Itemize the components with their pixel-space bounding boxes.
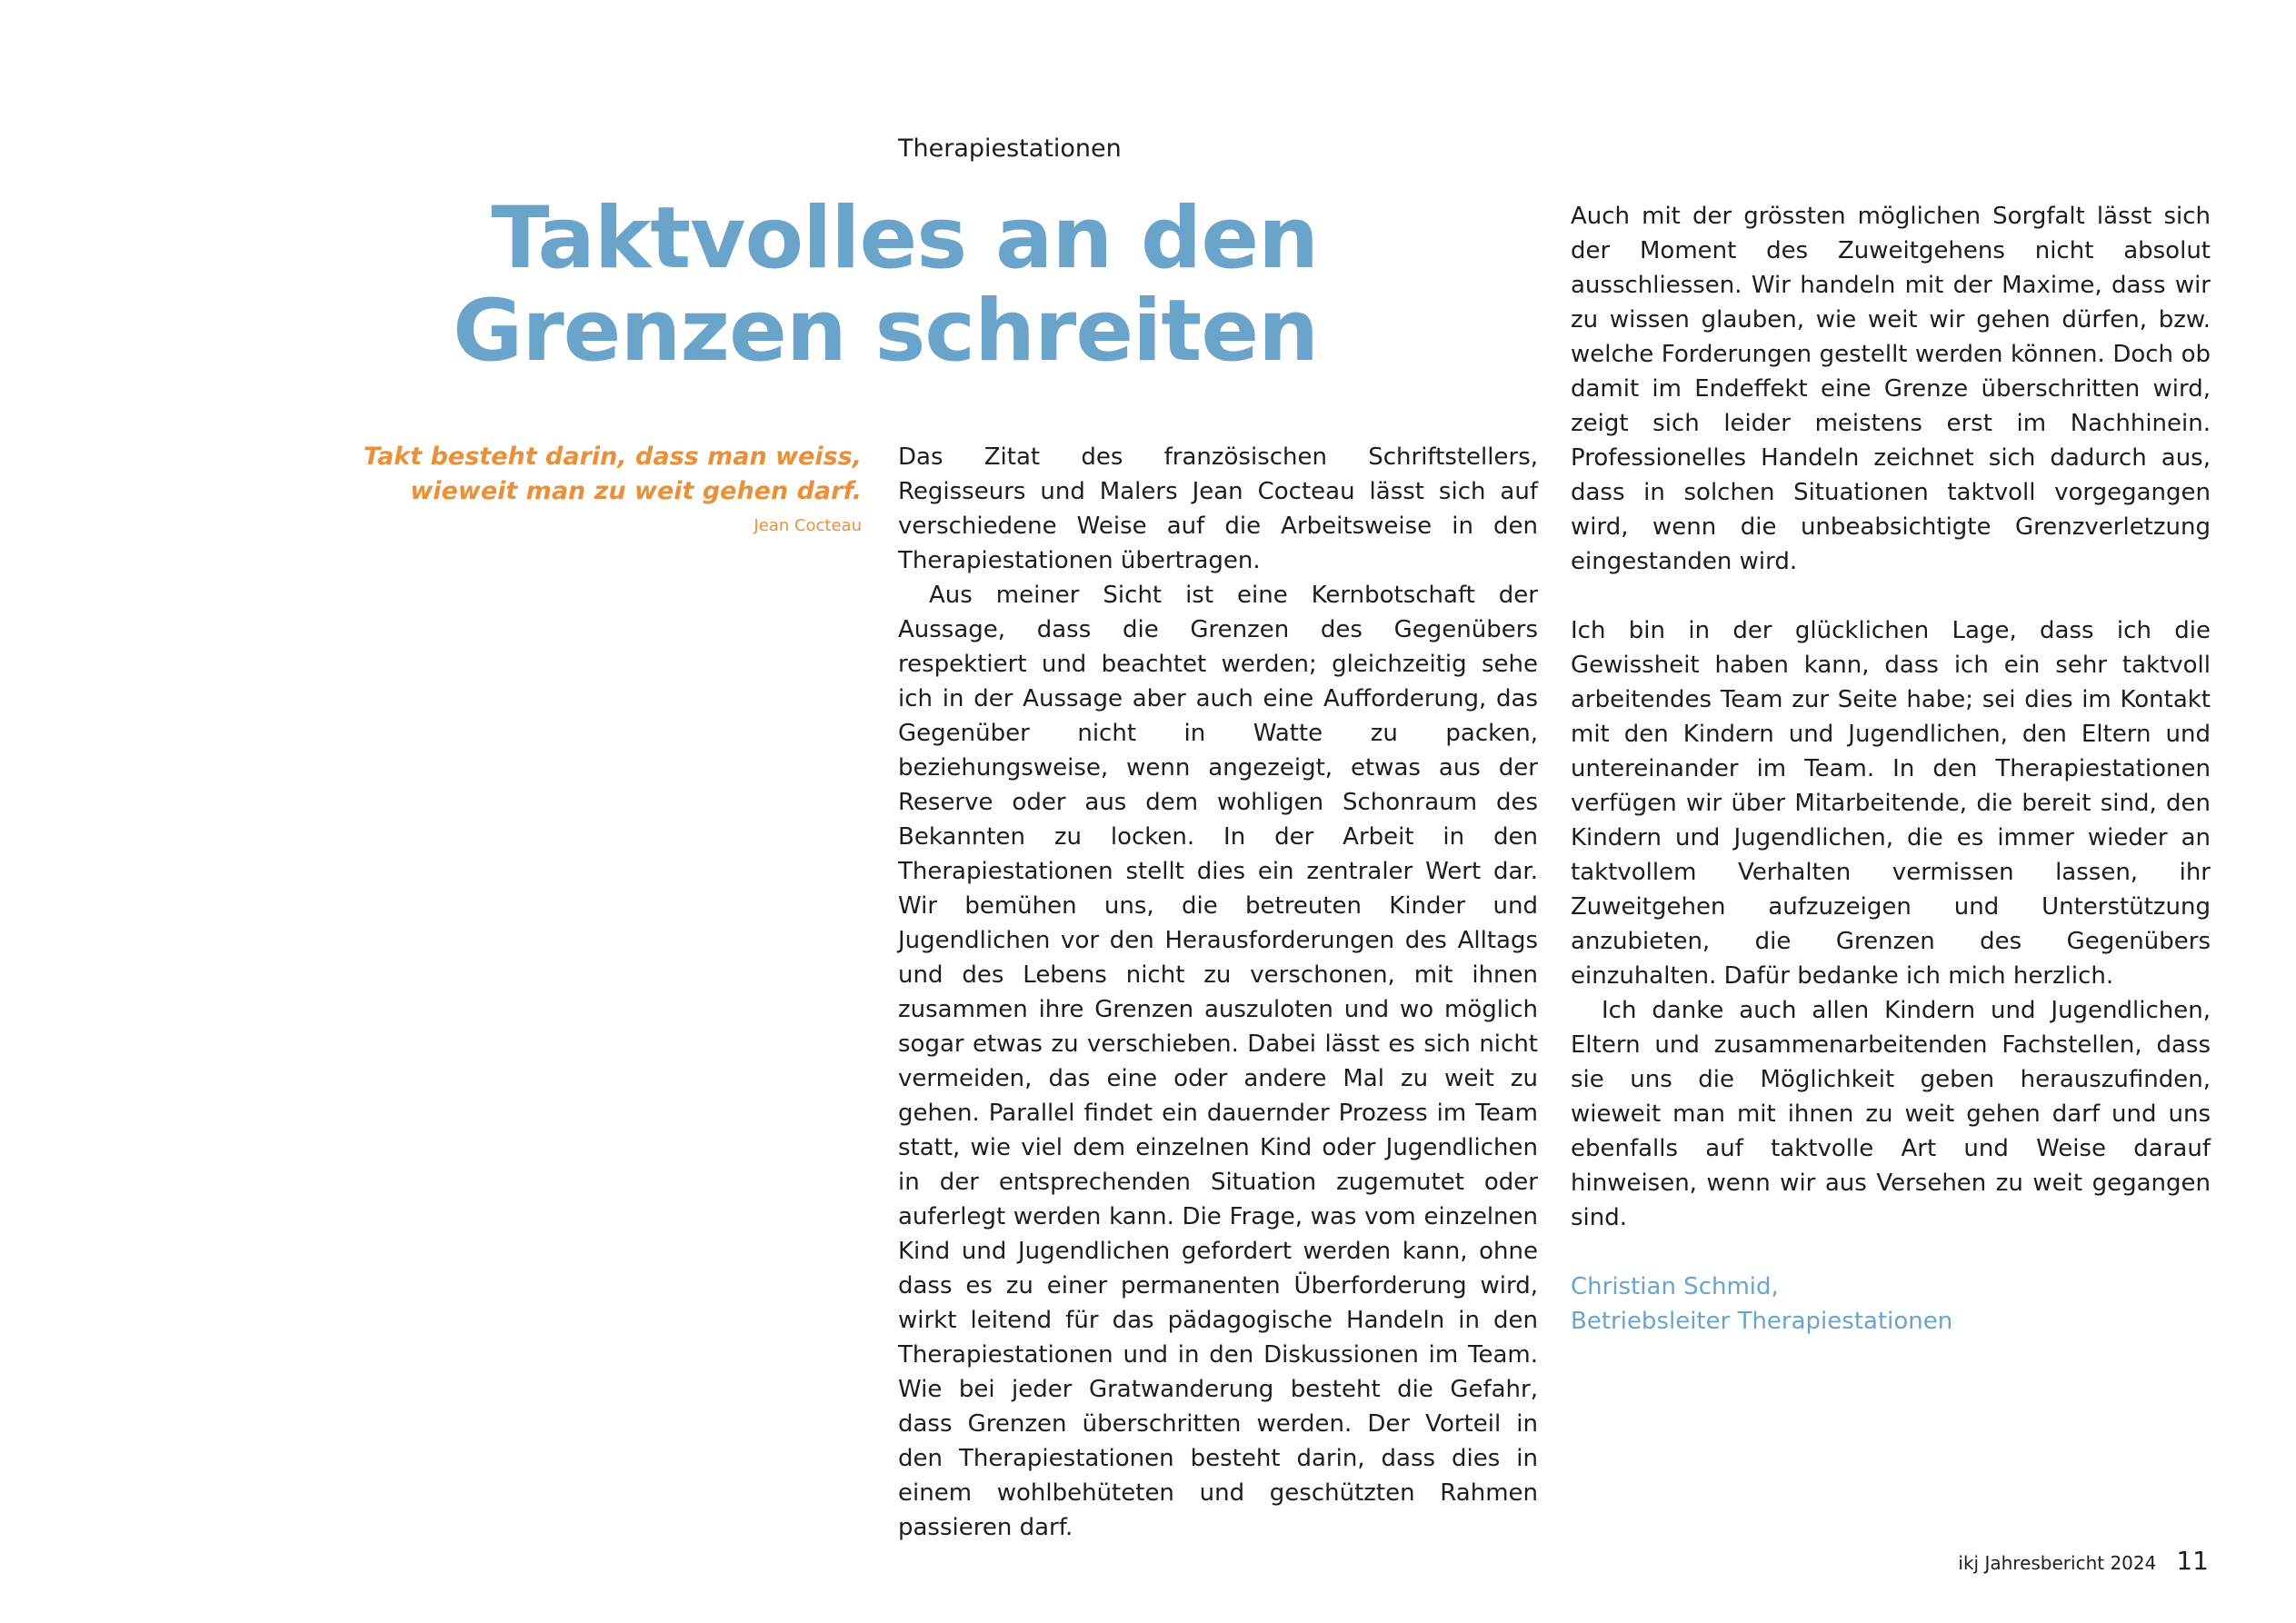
quote-line-1: Takt besteht darin, dass man weiss, [363, 443, 862, 471]
body-paragraph: Ich danke auch allen Kindern und Jugendlichen, Eltern und zusammenarbeitenden Fachstellen, dass sie uns die Möglichkeit geben herauszufinden, wieweit man mit ihnen zu weit gehen darf und uns ebenfalls auf taktvolle Art und Weise darauf hinweisen, wenn wir aus Versehen zu weit gegangen sind. [1571, 997, 2211, 1231]
signature [1571, 1270, 2211, 1339]
signature-name: Christian Schmid, [1571, 1273, 1779, 1300]
pull-quote [345, 440, 862, 540]
quote-line-2: wieweit man zu weit gehen darf. [410, 477, 862, 505]
quote-text [345, 440, 862, 509]
body-paragraph: Ich bin in der glücklichen Lage, dass ich die Gewissheit haben kann, dass ich ein sehr taktvoll arbeitendes Team zur Seite habe; sei dies im Kontakt mit den Kindern und Jugendlichen, den Eltern und untereinander im Team. In den Therapiestationen verfügen wir über Mitarbeitende, die bereit sind, den Kindern und Jugendlichen, die es immer wieder an taktvollem Verhalten vermissen lassen, ihr Zuweitgehen aufzuzeigen und Unterstützung anzubieten, die Grenzen des Gegenübers einzuhalten. Dafür bedanke ich mich herzlich. [1571, 617, 2211, 990]
quote-author: Jean Cocteau [754, 516, 862, 535]
body-paragraph: Aus meiner Sicht ist eine Kernbotschaft der Aussage, dass die Grenzen des Gegenübers respektiert und beachtet werden; gleichzeitig sehe ich in der Aussage aber auch eine Aufforderung, das Gegenüber nicht in Watte zu packen, beziehungsweise, wenn angezeigt, etwas aus der Reserve oder aus dem wohligen Schonraum des Bekannten zu locken. In der Arbeit in den Therapiestationen stellt dies ein zentraler Wert dar. Wir bemühen uns, die betreuten Kinder und Jugendlichen vor den Herausforderungen des Alltags und des Lebens nicht zu verschonen, mit ihnen zusammen ihre Grenzen auszuloten und wo möglich sogar etwas zu verschieben. Dabei lässt es sich nicht vermeiden, das eine oder andere Mal zu weit zu gehen. Parallel findet ein dauernder Prozess im Team statt, wie viel dem einzelnen Kind oder Jugendlichen in der entsprechenden Situation zugemutet oder auferlegt werden kann. Die Frage, was vom einzelnen Kind und Jugendlichen gefordert werden kann, ohne dass es zu einer permanenten Überforderung wird, wirkt leitend für das pädagogische Handeln in den Therapiestationen und in den Diskussionen im Team. Wie bei jeder Gratwanderung besteht die Gefahr, dass Grenzen überschritten werden. Der Vorteil in den Therapiestationen besteht darin, dass dies in einem wohlbehüteten und geschützten Rahmen passieren darf. [898, 582, 1538, 1541]
body-paragraph: Auch mit der grössten möglichen Sorgfalt lässt sich der Moment des Zuweitgehens nicht absolut ausschliessen. Wir handeln mit der Maxime, dass wir zu wissen glauben, wie weit wir gehen dürfen, bzw. welche Forderungen gestellt werden können. Doch ob damit im Endeffekt eine Grenze überschritten wird, zeigt sich leider meistens erst im Nachhinein. Professionelles Handeln zeichnet sich dadurch aus, dass in solchen Situationen taktvoll vorgegangen wird, wenn die unbeabsichtigte Grenzverletzung eingestanden wird. [1571, 203, 2211, 575]
section-label: Therapiestationen [898, 134, 1122, 163]
signature-role: Betriebsleiter Therapiestationen [1571, 1308, 1953, 1335]
body-column-2 [1571, 199, 2211, 1339]
page-footer [1958, 1547, 2209, 1578]
body-paragraph: Das Zitat des französischen Schriftstellers, Regisseurs und Malers Jean Cocteau lässt sich auf verschiedene Weise auf die Arbeitsweise in den Therapiestationen übertragen. [898, 443, 1538, 574]
body-column-1 [898, 440, 1538, 1545]
title-line-2: Grenzen schreiten [453, 282, 1318, 381]
page-title [345, 189, 1318, 381]
title-line-1: Taktvolles an den [491, 189, 1318, 288]
publication-name: ikj Jahresbericht 2024 [1958, 1552, 2157, 1574]
page-number: 11 [2176, 1546, 2209, 1576]
